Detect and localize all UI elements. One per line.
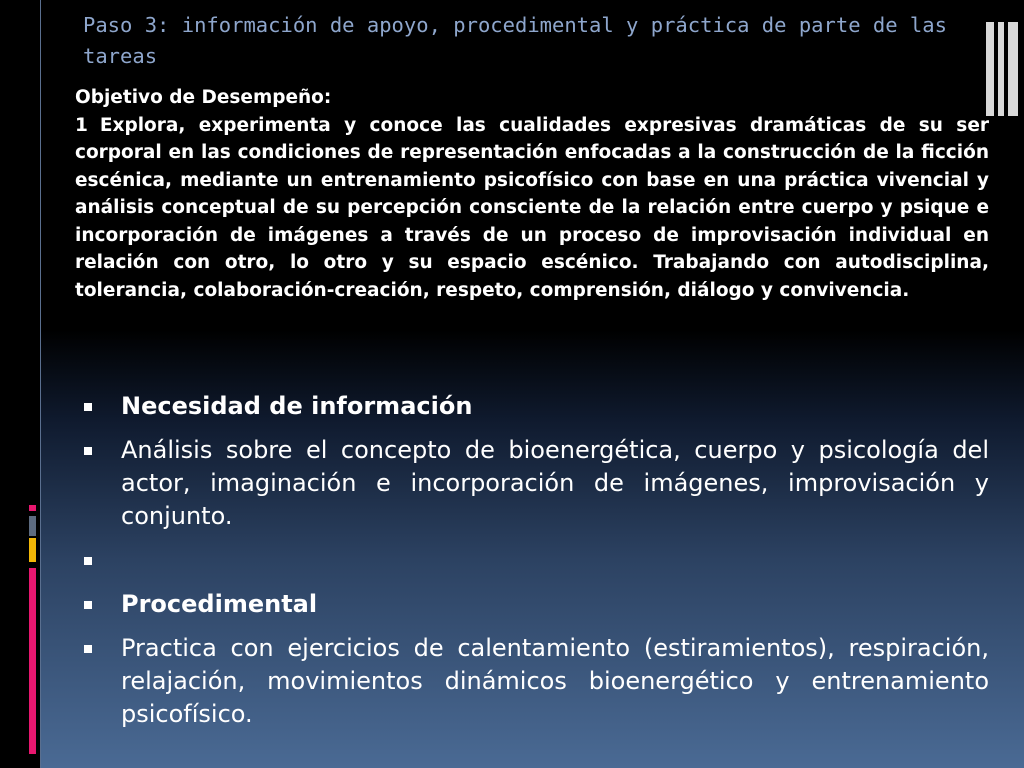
objective-number: 1: [75, 114, 88, 136]
accent-tick: [29, 505, 36, 511]
bullet-item: [84, 434, 989, 533]
bullet-item: [84, 632, 989, 731]
slide-title: Paso 3: información de apoyo, procedimental y práctica de parte de las tareas: [83, 13, 947, 68]
square-bullet-icon: [84, 557, 92, 565]
accent-bar-yellow: [29, 538, 36, 562]
bullet-text: Análisis sobre el concepto de bioenergética, cuerpo y psicología del actor, imaginación e incorporación de imágenes, improvisación y conjunto.: [121, 436, 989, 530]
bullet-item: [84, 588, 989, 621]
accent-bar-pink: [29, 568, 36, 754]
bullet-text: Practica con ejercicios de calentamiento (estiramientos), respiración, relajación, movimientos dinámicos bioenergético y entrenamiento psicofísico.: [121, 634, 989, 728]
objective-block: [75, 84, 989, 304]
square-bullet-icon: [84, 645, 92, 653]
square-bullet-icon: [84, 403, 92, 411]
square-bullet-icon: [84, 447, 92, 455]
bullet-item-empty: [84, 544, 989, 577]
square-bullet-icon: [84, 601, 92, 609]
logo-bar: [1008, 22, 1018, 116]
bullet-text: Necesidad de información: [121, 392, 473, 420]
left-decorative-strip: [0, 0, 41, 768]
objective-heading: Objetivo de Desempeño:: [75, 87, 332, 108]
accent-bar-grey: [29, 516, 36, 536]
bullet-list: [84, 390, 989, 742]
logo-bar: [998, 22, 1004, 116]
objective-text: Explora, experimenta y conoce las cualidades expresivas dramáticas de su ser corporal en las condiciones de representación enfocadas a la construcción de la ficción escénica, mediante un entrenamiento psicofísico con base en una práctica vivencial y análisis conceptual de su percepción consciente de la relación entre cuerpo y psique e incorporación de imágenes a través de un proceso de improvisación individual en relación con otro, lo otro y su espacio escénico. Trabajando con autodisciplina, tolerancia, colaboración-creación, respeto, comprensión, diálogo y convivencia.: [75, 114, 989, 301]
bullet-item: [84, 390, 989, 423]
bullet-text: Procedimental: [121, 590, 318, 618]
theme-bars-logo-icon: [986, 22, 1022, 116]
